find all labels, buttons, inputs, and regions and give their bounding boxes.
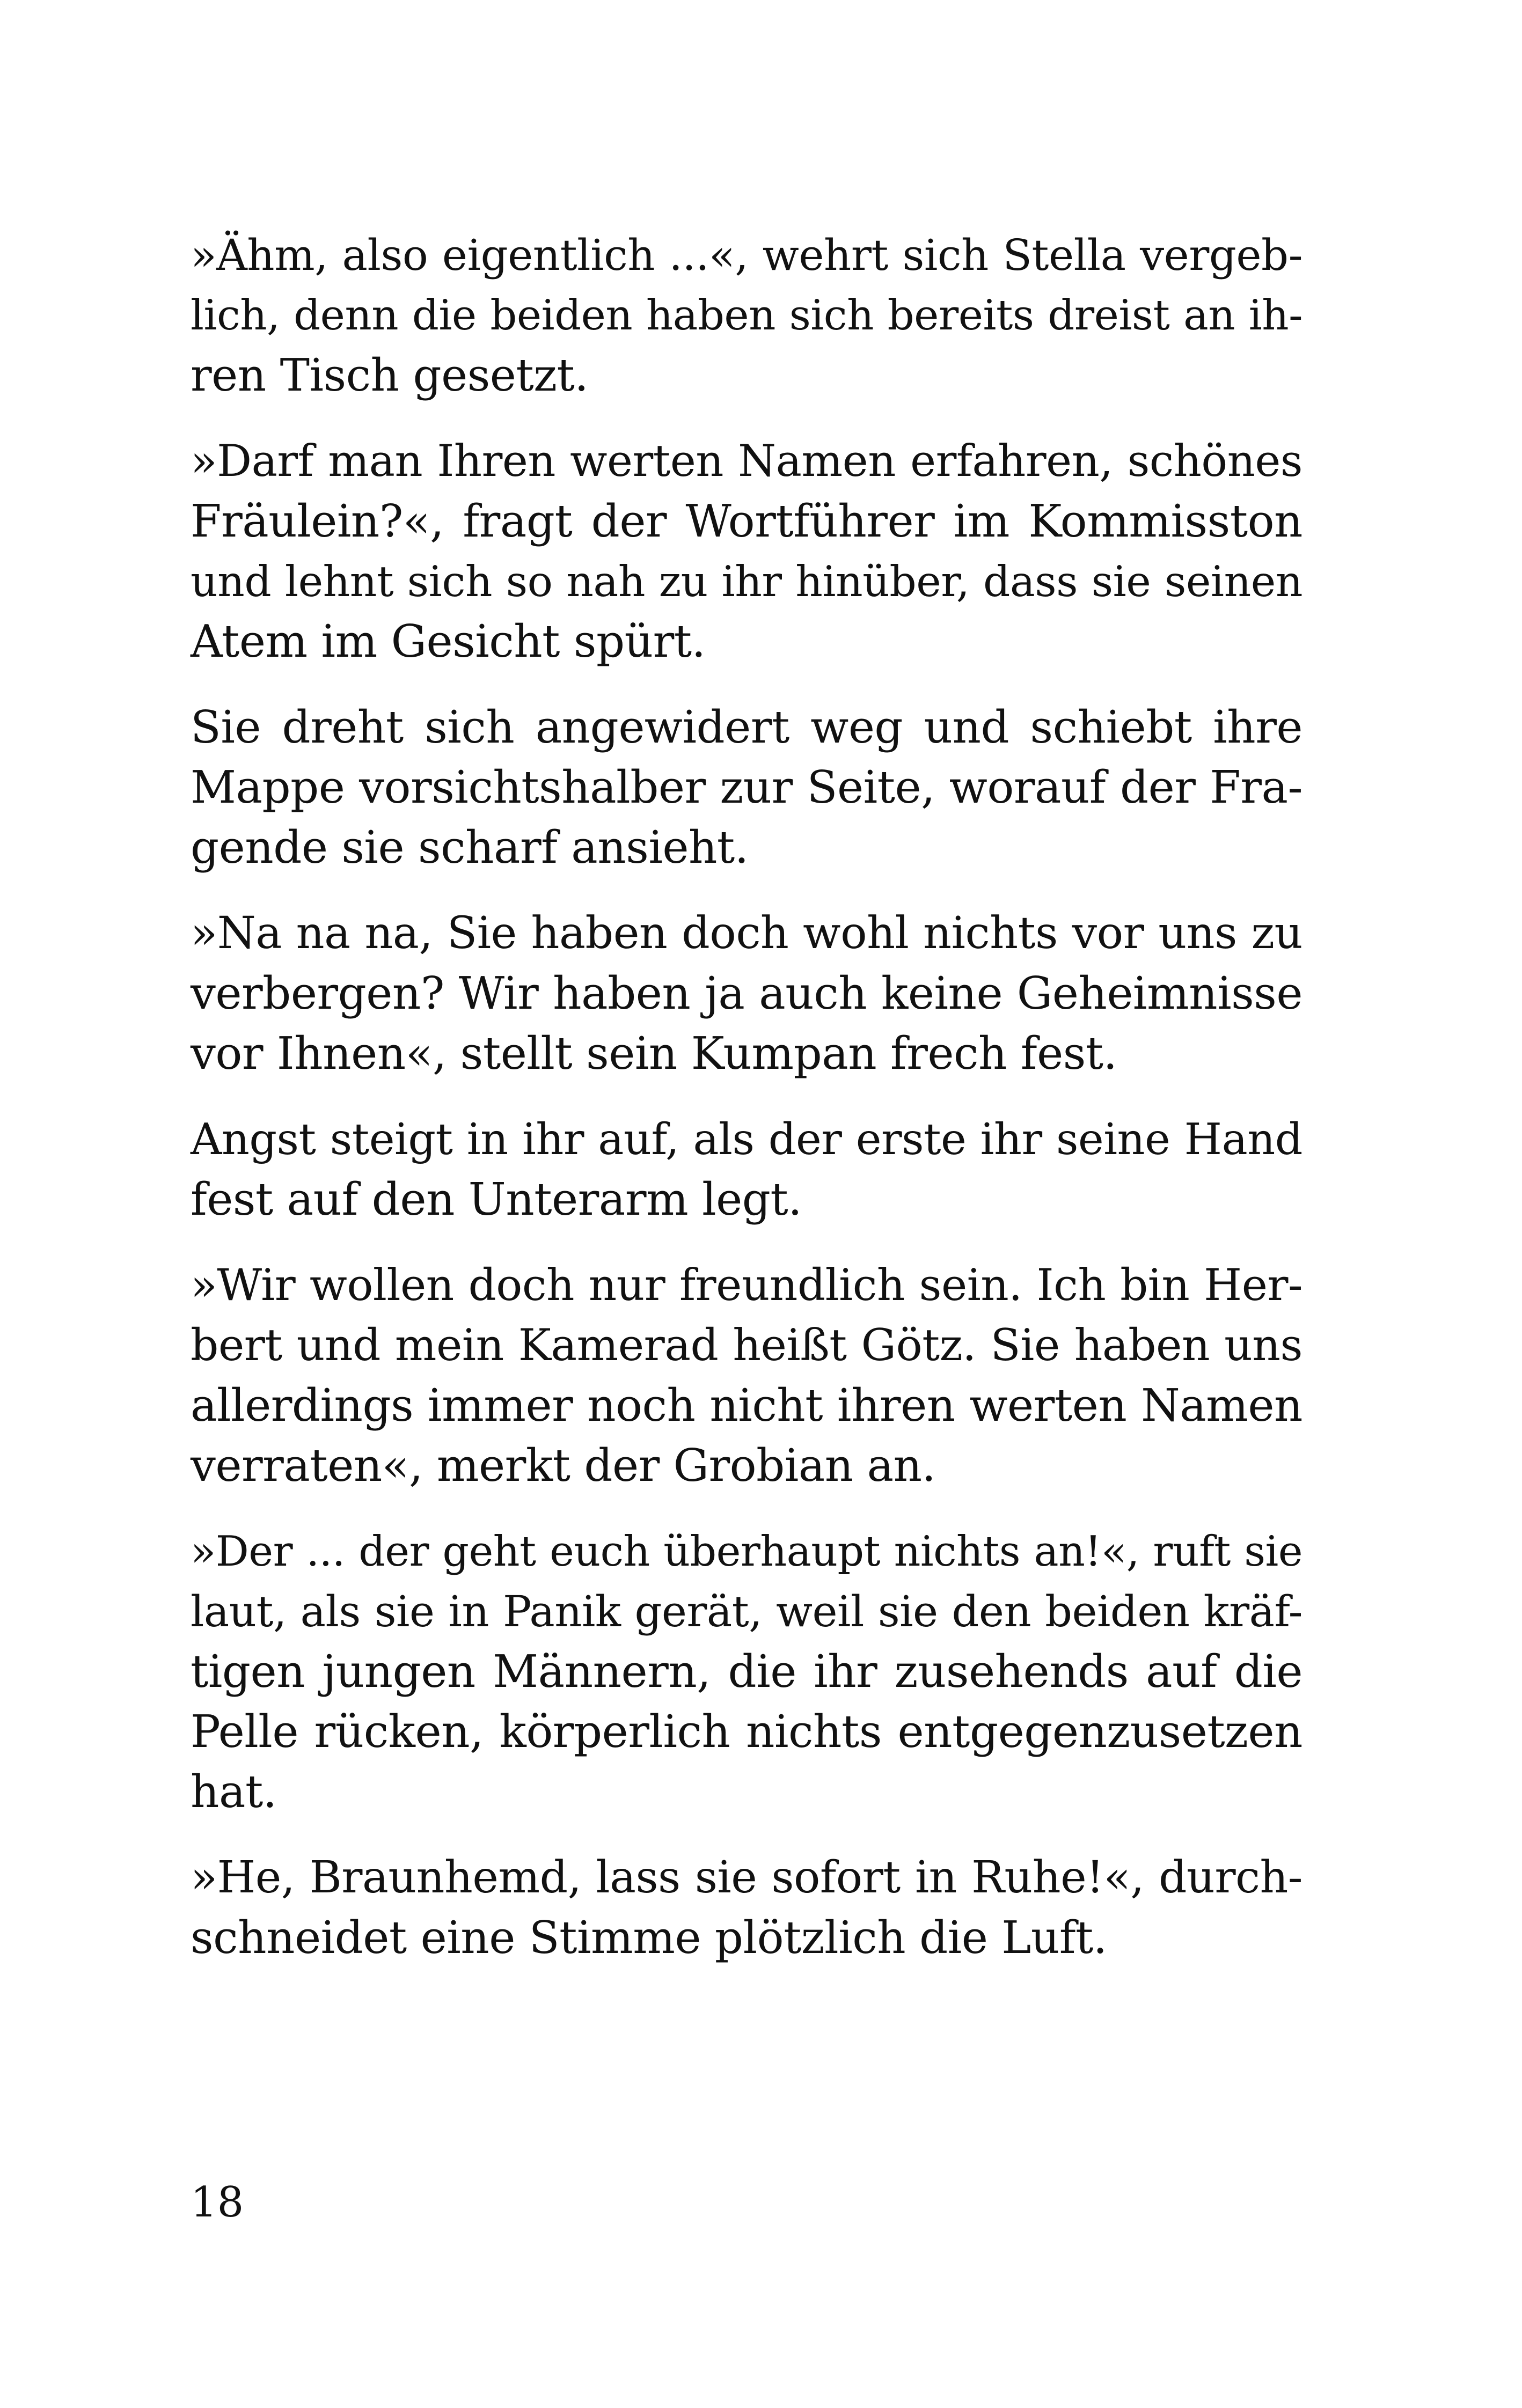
page-number: 18 [191, 2178, 244, 2227]
paragraph [191, 1110, 1303, 1230]
text-line: »Wir wollen doch nur freundlich sein. Ich bin Her- [191, 1260, 1303, 1311]
paragraph [191, 225, 1303, 406]
text-line: ren Tisch gesetzt. [191, 349, 589, 401]
paragraph [191, 431, 1303, 672]
text-line: und lehnt sich so nah zu ihr hinüber, dass sie seinen [191, 557, 1303, 606]
text-line: verbergen? Wir haben ja auch keine Geheimnisse [191, 967, 1303, 1019]
paragraph [191, 1256, 1303, 1496]
text-line: laut, als sie in Panik gerät, weil sie den beiden kräf- [191, 1587, 1303, 1636]
paragraph [191, 698, 1303, 878]
text-line: gende sie scharf ansieht. [191, 821, 749, 873]
text-line: »Ähm, also eigentlich ...«, wehrt sich Stella vergeb- [191, 230, 1303, 280]
body-text [191, 225, 1303, 1968]
text-line: Mappe vorsichtshalber zur Seite, worauf der Fra- [191, 761, 1303, 813]
text-line: hat. [191, 1766, 277, 1818]
text-line: Fräulein?«, fragt der Wortführer im Kommisston [191, 495, 1303, 547]
text-line: Sie dreht sich angewidert weg und schiebt ihre [191, 701, 1303, 753]
paragraph [191, 904, 1303, 1084]
text-line: allerdings immer noch nicht ihren werten Namen [191, 1379, 1303, 1431]
text-line: lich, denn die beiden haben sich bereits dreist an ih- [191, 291, 1303, 340]
text-line: »Na na na, Sie haben doch wohl nichts vor uns zu [191, 908, 1303, 959]
text-line: fest auf den Unterarm legt. [191, 1173, 802, 1225]
text-line: verraten«, merkt der Grobian an. [191, 1440, 936, 1492]
text-line: vor Ihnen«, stellt sein Kumpan frech fest. [191, 1027, 1117, 1080]
text-line: Pelle rücken, körperlich nichts entgegenzusetzen [191, 1706, 1303, 1758]
text-line: »He, Braunhemd, lass sie sofort in Ruhe!«, durch- [191, 1852, 1303, 1903]
text-line: »Der ... der geht euch überhaupt nichts an!«, ruft sie [191, 1528, 1303, 1576]
text-line: Angst steigt in ihr auf, als der erste ihr seine Hand [191, 1114, 1303, 1165]
paragraph [191, 1848, 1303, 1968]
text-line: schneidet eine Stimme plötzlich die Luft. [191, 1912, 1107, 1964]
text-line: bert und mein Kamerad heißt Götz. Sie haben uns [191, 1320, 1303, 1371]
text-line: »Darf man Ihren werten Namen erfahren, schönes [191, 436, 1303, 487]
paragraph [191, 1522, 1303, 1822]
text-line: Atem im Gesicht spürt. [191, 615, 706, 667]
text-line: tigen jungen Männern, die ihr zusehends auf die [191, 1646, 1303, 1698]
